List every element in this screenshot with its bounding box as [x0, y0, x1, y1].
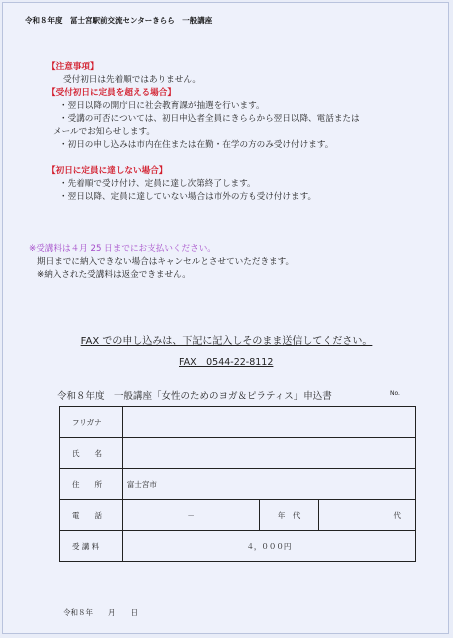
fax-number: FAX 0544-22-8112 [179, 357, 274, 368]
fee-value: ４，０００円 [122, 531, 415, 562]
header-title: 令和８年度 冨士宮駅前交流センターきらら 一般講座 [25, 16, 213, 25]
address-label: 住 所 [60, 469, 123, 500]
date-line[interactable]: 令和８年 月 日 [63, 608, 138, 617]
under-line: ・翌日以降、定員に達していない場合は市外の方も受け付けます。 [59, 192, 317, 202]
form-row-fee [60, 531, 416, 562]
phone-field[interactable]: － [122, 500, 259, 531]
furigana-label: フリガナ [60, 407, 123, 438]
fee-note-refund: ※納入された受講料は返金できません。 [37, 270, 191, 280]
over-line: ・初日の申し込みは市内在住または在勤・在学の方のみ受け付けます。 [59, 140, 334, 150]
under-line: ・先着順で受け付け、定員に達し次第終了します。 [59, 179, 256, 189]
form-row-name [60, 438, 416, 469]
name-field[interactable] [122, 438, 415, 469]
age-field[interactable]: 代 [318, 500, 415, 531]
fee-note-deadline: ※受講料は４月 25 日までにお支払いください。 [29, 244, 216, 254]
form-row-furigana [60, 407, 416, 438]
phone-label: 電 話 [60, 500, 123, 531]
fee-label: 受 講 料 [60, 531, 123, 562]
over-line: ・受講の可否については、初日申込者全員にきららから翌日以降、電話または [59, 114, 360, 124]
under-heading: 【初日に定員に達しない場合】 [47, 166, 168, 176]
caution-line: 受付初日は先着順ではありません。 [63, 75, 202, 85]
over-line: ・翌日以降の開庁日に社会教育課が抽選を行います。 [59, 101, 265, 111]
address-field[interactable]: 富士宮市 [122, 469, 415, 500]
over-line: メールでお知らせします。 [53, 127, 156, 137]
name-label: 氏 名 [60, 438, 123, 469]
fax-instruction: FAX での申し込みは、下記に記入しそのまま送信してください。 [80, 336, 373, 347]
age-label: 年 代 [260, 500, 319, 531]
form-no-label: No. [390, 390, 400, 397]
form-row-address [60, 469, 416, 500]
application-page [2, 2, 449, 634]
fee-note-cancel: 期日までに納入できない場合はキャンセルとさせていただきます。 [37, 257, 295, 267]
form-row-phone [60, 500, 416, 531]
over-heading: 【受付初日に定員を超える場合】 [47, 88, 176, 98]
form-title: 令和８年度 一般講座「女性のためのヨガ＆ピラティス」申込書 [57, 391, 332, 402]
furigana-field[interactable] [122, 407, 415, 438]
application-form [59, 406, 416, 562]
caution-heading: 【注意事項】 [47, 62, 99, 72]
